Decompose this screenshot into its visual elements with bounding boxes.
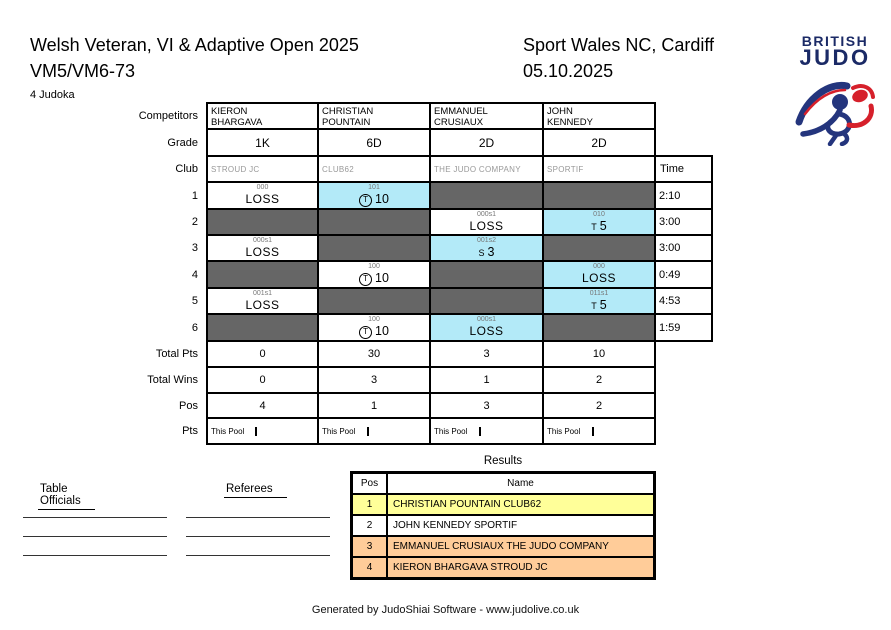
no-match-cell (207, 209, 318, 235)
pos-value: 4 (207, 393, 318, 418)
signature-line (186, 555, 330, 556)
row-label-club: Club (175, 163, 198, 175)
pts-blank (369, 427, 430, 436)
result-name: CHRISTIAN POUNTAIN CLUB62 (387, 494, 655, 515)
result-name: EMMANUEL CRUSIAUX THE JUDO COMPANY (387, 536, 655, 557)
match-cell: 001s2 S 3 (430, 235, 543, 261)
signature-line (186, 536, 330, 537)
total-wins-row (130, 367, 712, 393)
no-match-cell (318, 209, 430, 235)
pts-blank (481, 427, 542, 436)
footer-credit: Generated by JudoShiai Software - www.judolive.co.uk (311, 604, 580, 616)
match-cell: 000 LOSS (543, 261, 655, 288)
no-match-cell (207, 314, 318, 341)
match-cell: 100 T 10 (318, 314, 430, 341)
match-row (130, 314, 712, 341)
match-row (130, 209, 712, 235)
grade-value: 1K (207, 129, 318, 156)
british-judo-logo (788, 34, 882, 151)
match-cell: 001s1 LOSS (207, 288, 318, 314)
total-pts-value: 0 (207, 341, 318, 367)
signature-line (186, 517, 330, 518)
match-time: 3:00 (655, 235, 712, 261)
club-value: SPORTIF (543, 156, 655, 182)
event-category: VM5/VM6-73 (30, 61, 136, 81)
grade-value: 2D (430, 129, 543, 156)
pts-blank (257, 427, 317, 436)
pts-cell (430, 418, 543, 444)
results-section (350, 455, 656, 580)
match-number: 3 (191, 242, 198, 254)
results-row (352, 557, 655, 579)
judoka-count: 4 Judoka (30, 89, 75, 101)
result-pos: 1 (352, 494, 388, 515)
results-table (350, 471, 656, 580)
no-match-cell (318, 288, 430, 314)
row-label-grade: Grade (167, 136, 198, 149)
event-title: Welsh Veteran, VI & Adaptive Open 2025 (30, 35, 359, 55)
match-cell: 100 T 10 (318, 261, 430, 288)
pos-value: 2 (543, 393, 655, 418)
row-label-pts: Pts (182, 425, 198, 437)
row-label-total-wins: Total Wins (147, 374, 198, 386)
time-column-header: Time (655, 156, 712, 182)
club-value: CLUB62 (318, 156, 430, 182)
total-pts-value: 30 (318, 341, 430, 367)
match-cell: 011s1 T 5 (543, 288, 655, 314)
results-header-row (352, 473, 655, 495)
referees-heading: Referees (224, 483, 287, 498)
match-cell: 010 T 5 (543, 209, 655, 235)
match-row (130, 261, 712, 288)
result-name: KIERON BHARGAVA STROUD JC (387, 557, 655, 579)
table-officials-heading: Table Officials (38, 483, 95, 510)
win-symbol: S (478, 248, 485, 258)
row-label-total-pts: Total Pts (155, 348, 198, 360)
no-match-cell (543, 182, 655, 209)
match-time: 1:59 (655, 314, 712, 341)
club-row (130, 156, 712, 182)
results-row (352, 494, 655, 515)
match-number: 2 (191, 216, 198, 228)
results-title: Results (483, 455, 523, 467)
ippon-symbol: T (359, 273, 372, 286)
total-wins-value: 2 (543, 367, 655, 393)
total-pts-value: 3 (430, 341, 543, 367)
win-symbol: T (591, 301, 597, 311)
signature-line (23, 536, 167, 537)
event-date: 05.10.2025 (523, 61, 614, 81)
match-number: 5 (191, 295, 198, 307)
venue: Sport Wales NC, Cardiff (523, 35, 715, 55)
this-pool-label: This Pool (319, 427, 369, 436)
match-cell: 000s1 LOSS (207, 235, 318, 261)
result-name: JOHN KENNEDY SPORTIF (387, 515, 655, 536)
pos-value: 1 (318, 393, 430, 418)
title-block (30, 32, 359, 103)
pool-table (130, 102, 713, 445)
pts-cell (318, 418, 430, 444)
grade-value: 2D (543, 129, 655, 156)
ippon-symbol: T (359, 194, 372, 207)
judoka-figure-icon (793, 72, 877, 146)
results-row (352, 515, 655, 536)
signature-line (23, 517, 167, 518)
row-label-competitors: Competitors (138, 110, 198, 122)
match-time: 2:10 (655, 182, 712, 209)
match-cell: 101 T 10 (318, 182, 430, 209)
row-label-pos: Pos (179, 399, 198, 412)
result-pos: 2 (352, 515, 388, 536)
results-row (352, 536, 655, 557)
pts-row (130, 418, 712, 444)
no-match-cell (430, 182, 543, 209)
this-pool-label: This Pool (208, 427, 257, 436)
no-match-cell (430, 288, 543, 314)
result-pos: 3 (352, 536, 388, 557)
pts-cell (207, 418, 318, 444)
match-cell: 000 LOSS (207, 182, 318, 209)
result-pos: 4 (352, 557, 388, 579)
match-time: 4:53 (655, 288, 712, 314)
no-match-cell (318, 235, 430, 261)
match-cell: 000s1 LOSS (430, 314, 543, 341)
no-match-cell (207, 261, 318, 288)
match-number: 4 (191, 268, 198, 281)
match-time: 0:49 (655, 261, 712, 288)
match-cell: 000s1 LOSS (430, 209, 543, 235)
no-match-cell (430, 261, 543, 288)
pos-value: 3 (430, 393, 543, 418)
pts-cell (543, 418, 655, 444)
pts-blank (594, 427, 655, 436)
grade-value: 6D (318, 129, 430, 156)
match-row (130, 182, 712, 209)
competitors-row (130, 103, 712, 129)
total-pts-row (130, 341, 712, 367)
logo-text-british: BRITISH (801, 33, 869, 49)
this-pool-label: This Pool (544, 427, 594, 436)
ippon-symbol: T (359, 326, 372, 339)
match-number: 1 (191, 189, 198, 202)
competitor-name: CHRISTIAN POUNTAIN (318, 103, 430, 129)
match-row (130, 288, 712, 314)
results-header-pos: Pos (352, 473, 388, 495)
pos-row (130, 393, 712, 418)
signature-line (23, 555, 167, 556)
this-pool-label: This Pool (431, 427, 481, 436)
competitor-name: JOHN KENNEDY (543, 103, 655, 129)
no-match-cell (543, 314, 655, 341)
club-value: STROUD JC (207, 156, 318, 182)
match-number: 6 (191, 321, 198, 334)
grade-row (130, 129, 712, 156)
no-match-cell (543, 235, 655, 261)
total-pts-value: 10 (543, 341, 655, 367)
total-wins-value: 1 (430, 367, 543, 393)
competitor-name: KIERON BHARGAVA (207, 103, 318, 129)
match-time: 3:00 (655, 209, 712, 235)
competitor-name: EMMANUEL CRUSIAUX (430, 103, 543, 129)
total-wins-value: 3 (318, 367, 430, 393)
match-row (130, 235, 712, 261)
logo-text-judo: JUDO (799, 45, 871, 70)
win-symbol: T (591, 222, 597, 232)
venue-block (523, 32, 714, 84)
total-wins-value: 0 (207, 367, 318, 393)
results-header-name: Name (387, 473, 655, 495)
club-value: THE JUDO COMPANY (430, 156, 543, 182)
